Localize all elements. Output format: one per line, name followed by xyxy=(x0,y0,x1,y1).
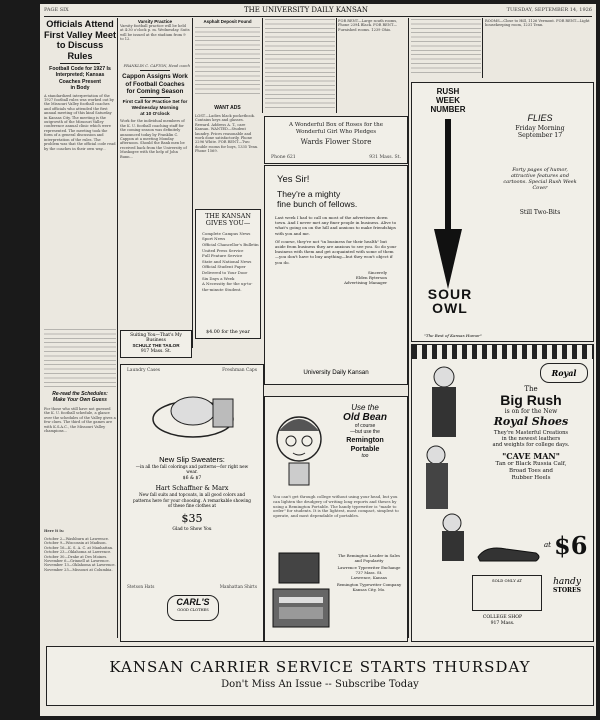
handy-logo-sub: STORES xyxy=(553,587,581,594)
text-filler xyxy=(265,19,335,109)
ad-list-item: State and National News xyxy=(202,258,252,264)
ad-line: SOLD ONLY AT xyxy=(492,578,522,583)
ad-line: Rubber Heels xyxy=(511,474,551,481)
ad-title: They're a mighty xyxy=(277,189,341,199)
paper-name: THE UNIVERSITY DAILY KANSAN xyxy=(244,6,368,14)
text-filler xyxy=(195,27,260,97)
ad-line: Portable xyxy=(350,444,380,453)
story-body: A standardized interpretation of the 1927 football rules was worked out by the Missouri Valley football coaches and officials who attended the first annual meeting of this kind Saturday in Kansas City. The meeting is the outgrowth of the Missouri Valley conference annual clinic which were represented. The meeting took the form of a general discussion and interpretation of the rules. The problem was that the official code read by the coaches in their own way... xyxy=(44,93,116,151)
notice-body: Varsity football practice will be held at 4:30 o'clock p. m. Wednesday. Suits will be issued at the stadium from 9 to 12. xyxy=(120,24,191,42)
checker-border xyxy=(412,345,593,359)
classifieds-col-5 xyxy=(485,19,592,79)
ad-flowers xyxy=(264,116,408,164)
banner-subtitle: Don't Miss An Issue -- Subscribe Today xyxy=(221,679,419,690)
text-filler xyxy=(411,19,481,74)
ad-tagline: "The Best of Kansas Humor" xyxy=(424,333,482,338)
shop-name: SCHULZ THE TAILOR xyxy=(132,343,180,349)
story-body: Work for the individual members of the K. U. football coaching staff for the coming season was definitely announced today by Franklin C. Cappon at a meeting Monday afternoon. Should the Bank men be received back from the University of Muskogee with the help of John Bunn... xyxy=(120,119,188,159)
deck-line: Interpreted; Kansas xyxy=(55,72,105,79)
ad-title: GIVES YOU— xyxy=(205,219,251,228)
ad-price: $6 xyxy=(554,531,588,560)
headline-line: Make Your Own Guess xyxy=(53,397,107,403)
ad-line: OWL xyxy=(432,300,468,316)
column-divider xyxy=(192,18,193,348)
ad-carls xyxy=(120,364,264,642)
ad-list-item: Official Student Paper xyxy=(202,264,246,270)
ad-line: Wonderful Girl Who Pledges xyxy=(295,129,377,135)
ad-line: —but use the xyxy=(350,429,380,435)
ad-glad: Glad to Show You xyxy=(172,527,212,533)
ad-caption: Stetson Hats xyxy=(127,584,155,589)
ad-body: Last week I had to call on most of the advertisers down town. And I never met any finer people in business. Alive to what's going on on the hill and anxious to make friendships with you and me. xyxy=(275,215,397,236)
ad-line: A Wonderful Box of Roses for the xyxy=(288,122,384,128)
notice-head: Varsity Practice xyxy=(137,19,173,24)
headline-line: Re-read the Schedules: xyxy=(52,391,108,397)
ad-kansan-gives xyxy=(195,209,261,339)
ad-line: Broad Toes and xyxy=(509,467,553,474)
typewriter-illustration-icon xyxy=(273,549,333,633)
handy-logo: handy xyxy=(553,577,581,587)
masthead xyxy=(44,6,592,16)
column-cappon xyxy=(120,19,190,349)
column-divider xyxy=(117,18,118,638)
column-divider xyxy=(482,18,483,78)
ad-line: Use the xyxy=(351,403,379,412)
headline-line: for Coming Season xyxy=(126,87,184,95)
student-face-illustration-icon xyxy=(273,407,325,487)
schedule-list: October 2—Washburn at Lawrence. October 9—Wisconsin at Madison. October 16—K. S. A. C. at Manhattan. October 23—Oklahoma at Lawrence. October 30—Drake at Des Moines. November 6—Grinnell at Lawrence. November 13—Oklahoma at Lawrence. November 25—Missouri at Columbia. xyxy=(44,537,116,572)
dealer-line: Kansas City, Mo. xyxy=(352,587,386,592)
ad-line: SOUR xyxy=(427,286,473,302)
sold-only-box xyxy=(472,575,542,611)
ad-line: Business xyxy=(146,338,166,344)
ad-line: Big Rush xyxy=(500,392,562,408)
ad-caption: Freshman Caps xyxy=(222,368,257,373)
classifieds-col-3 xyxy=(338,19,406,111)
want-ads-head: WANT ADS xyxy=(214,105,241,111)
ad-line: too xyxy=(361,453,369,459)
ad-line: The xyxy=(524,385,538,393)
ad-line: Tan or Black Russia Calf, xyxy=(495,460,567,467)
shop-name: Wards Flower Store xyxy=(300,138,372,146)
ad-yes-sir xyxy=(264,165,408,385)
ad-title: fine bunch of fellows. xyxy=(277,199,358,209)
ad-list-item: Official Chancellor's Bulletin xyxy=(202,242,259,247)
ad-line: and weights for college days. xyxy=(492,442,570,449)
students-illustration-icon xyxy=(416,363,472,563)
deck-line: at 10 O'clock xyxy=(140,111,170,117)
ad-price: $35 xyxy=(181,512,203,526)
carls-logo: CARL'S xyxy=(176,597,210,607)
ad-list-item: Full Feature Service xyxy=(202,253,243,259)
ad-list-item: United Press Service xyxy=(202,247,244,253)
ad-subtext: —in all the fall colorings and patterns—for right new wear. xyxy=(135,464,249,475)
ad-flies: FLIES xyxy=(527,113,553,123)
ad-line: WEEK xyxy=(436,96,460,105)
ad-price: $4.00 for the year xyxy=(206,330,250,335)
deck-line: Coaches Present xyxy=(58,78,102,85)
story-body: For those who still have not guessed the K. U. football schedule, a glance over the schedules of the Valley gives a few clues. The third of the games are with K.S.A.C., the Missouri Valley champions... xyxy=(44,407,116,434)
headline-line: Officials Attend xyxy=(46,19,114,29)
classified-body: LOST—Ladies black pocketbook. Contains keys and glasses. Reward. Address A. T., care Kansan. WANTED—Student laundry. Prices reasonable and work done satisfactorily. Phone 2296 White. FOR RENT—Two double rooms for boys, 1335 Tenn. Phone 1569. xyxy=(195,114,260,154)
ad-headline: New Slip Sweaters: xyxy=(159,455,225,464)
classifieds-col-2 xyxy=(265,19,335,111)
deck-line: in Body xyxy=(70,85,90,92)
freshman-cap-illustration-icon xyxy=(143,379,243,449)
issue-date: TUESDAY, SEPTEMBER 14, 1926 xyxy=(506,7,592,13)
ad-footer: University Daily Kansan xyxy=(303,369,369,376)
dealer-line: 737 Mass. St. xyxy=(355,570,383,575)
ad-body: You can't get through college without using your head, but you can lighten the drudgery of writing long reports and theses by using a Remington Portable. The handy typewriter is "made to order" for students. It is the lightest, most compact, simplest to operate, and most dependable of portables. xyxy=(273,494,400,519)
text-filler xyxy=(44,329,116,389)
ad-sign-name: Elden Ryterson xyxy=(355,275,387,281)
deck-line: Wednesday Morning xyxy=(131,105,179,111)
dealer-line: The Remington Leader in Sales and Popularity xyxy=(337,553,401,563)
ad-day: Friday Morning xyxy=(515,125,565,132)
banner-title: KANSAN CARRIER SERVICE STARTS THURSDAY xyxy=(109,658,531,676)
ad-list-item: Six Days a Week xyxy=(202,275,235,281)
ad-title: Yes Sir! xyxy=(277,174,310,185)
carls-logo-sub: GOOD CLOTHES xyxy=(177,608,209,612)
ad-line: They're Masterful Creations xyxy=(493,430,569,436)
dealer-line: Lawrence Typewriter Exchange xyxy=(337,565,401,570)
ad-caption: Manhattan Shirts xyxy=(219,584,257,589)
ad-sign-role: Advertising Manager xyxy=(344,280,387,286)
ad-line: Old Bean xyxy=(343,412,387,423)
classified-body: FOR RENT—Large south rooms, Phone 2394 Black. FOR RENT—Furnished rooms. 1239 Ohio. xyxy=(338,19,399,32)
ad-line: Suiting You—That's My xyxy=(130,333,182,338)
ad-line: "CAVE MAN" xyxy=(502,450,560,461)
ad-list-item: A Necessity for the up-to-the-minute Student. xyxy=(202,281,253,292)
headline-line: to Discuss Rules xyxy=(56,40,104,61)
masthead-rule xyxy=(44,16,592,17)
ad-list-item: Sport News xyxy=(202,236,226,242)
address: 917 Mass. xyxy=(490,620,515,626)
classified-head: Asphalt Deposit Found xyxy=(203,19,252,24)
address: 917 Mass. St. xyxy=(140,348,172,354)
classifieds-col-4 xyxy=(411,19,481,79)
ad-at: at xyxy=(544,541,551,549)
dealer-line: Lawrence, Kansas xyxy=(351,575,387,580)
headline-line: First Valley Meet xyxy=(44,29,117,40)
ad-line: is on for the New xyxy=(504,408,558,415)
column-divider xyxy=(262,18,263,113)
phone: Phone 621 xyxy=(271,154,296,160)
dealer-line: Remington Typewriter Company xyxy=(336,582,402,587)
ad-item-list xyxy=(196,231,260,293)
story-officials xyxy=(44,19,116,639)
classified-body: ROOMS—Close to Hill, 1126 Vermont. FOR RENT—Light housekeeping room, 1231 Tenn. xyxy=(485,19,591,28)
ad-line: in the newest leathers xyxy=(501,436,561,443)
ad-title: THE KANSAN xyxy=(205,212,251,220)
page-label: PAGE SIX xyxy=(44,7,69,13)
schedule-head: Here it is: xyxy=(44,529,65,533)
ad-date: September 17 xyxy=(517,132,563,139)
ad-line: RUSH xyxy=(436,87,460,96)
newspaper-page xyxy=(40,4,596,716)
column-divider xyxy=(408,18,409,638)
ad-line: Remington xyxy=(346,435,384,444)
banner-carrier-service xyxy=(46,646,594,706)
ad-body: Of course, they're not "in business for their health" but aside from business they are anxious to see you. So do your business with them and get acquainted with some of them—you don't have to buy anything—but they won't object if you do. xyxy=(275,238,397,265)
address: 931 Mass. St. xyxy=(369,154,401,160)
headline-line: of Football Coaches xyxy=(125,80,185,88)
ad-remington xyxy=(264,396,408,642)
ad-desc: Forty pages of humor, attractive features and cartoons. Special Rush Week Cover xyxy=(503,167,577,191)
ad-line: of course xyxy=(354,423,376,429)
ad-line: Royal Shoes xyxy=(493,415,569,428)
ad-list-item: Complete Campus News xyxy=(202,230,251,236)
deck-line: First Call for Practice Set for xyxy=(122,100,188,106)
ad-brand: Hart Schaffner & Marx xyxy=(155,485,229,493)
ad-royal-shoes xyxy=(411,344,594,642)
ad-suiting xyxy=(120,330,192,358)
shoe-illustration-icon xyxy=(476,543,542,565)
ad-sour-owl xyxy=(411,82,594,342)
ad-price: Still Two-Bits xyxy=(519,209,561,216)
column-divider xyxy=(336,18,337,113)
headline-line: Cappon Assigns Work xyxy=(122,73,188,81)
deck-line: Football Code for 1927 Is xyxy=(49,66,111,72)
ad-sign: Sincerely xyxy=(367,269,387,275)
ad-caption: Laundry Cases xyxy=(127,368,161,373)
ad-body: New fall suits and topcoats, in all good colors and patterns here for your choosing. A remarkable showing of these fine clothes at xyxy=(133,492,251,508)
ad-line: NUMBER xyxy=(430,105,466,114)
ad-list-item: Delivered to Your Door xyxy=(202,269,248,275)
notice-sign: FRANKLIN C. CAPTON, Head coach xyxy=(123,64,190,68)
royal-logo: Royal xyxy=(540,363,588,383)
down-arrow-icon xyxy=(434,119,462,289)
ad-prices: $6 & $7 xyxy=(182,476,202,482)
shop-name: COLLEGE SHOP xyxy=(482,615,523,620)
